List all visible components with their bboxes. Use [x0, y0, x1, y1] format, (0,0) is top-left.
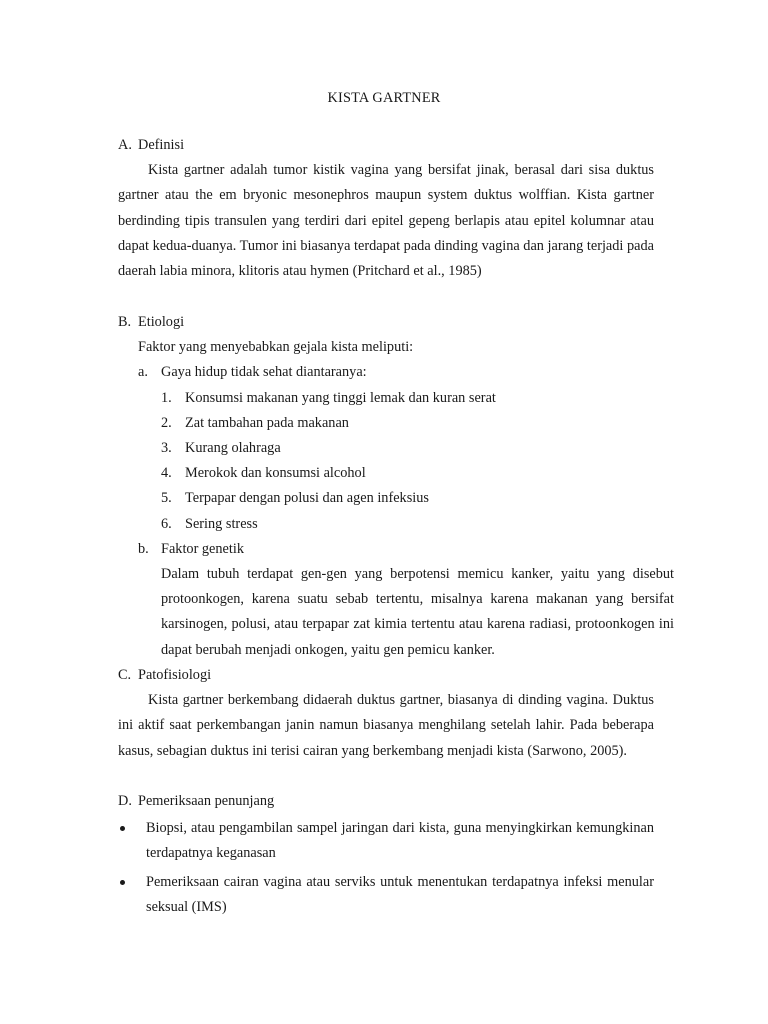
pemeriksaan-list — [118, 816, 654, 920]
section-pemeriksaan-penunjang — [118, 789, 678, 923]
list-number: 5. — [161, 490, 172, 507]
list-number: 6. — [161, 515, 172, 532]
section-definisi — [118, 133, 678, 284]
list-item — [118, 870, 654, 920]
definisi-paragraph: Kista gartner adalah tumor kistik vagina yang bersifat jinak, berasal dari sisa duktus gartner atau the em bryonic mesonephros maupun system duktus wolffian. Kista gartner berdinding tipis transulen yang terdiri dari epitel gepeng berlapis atau epitel kolumnar atau dapat kedua-duanya. Tumor ini biasanya terdapat pada dinding vagina dan jarang terjadi pada daerah labia minora, klitoris atau hymen (Pritchard et al., 1985) — [118, 162, 654, 280]
list-number: 1. — [161, 389, 172, 406]
section-title: Definisi — [138, 137, 185, 153]
section-title: Pemeriksaan penunjang — [138, 793, 275, 809]
section-letter: C. — [118, 667, 132, 683]
list-item-text: Terpapar dengan polusi dan agen infeksius — [185, 490, 429, 507]
list-item — [161, 486, 674, 511]
bullet-icon — [118, 870, 146, 920]
section-heading — [118, 133, 678, 158]
list-item — [118, 816, 654, 866]
lifestyle-list — [161, 386, 674, 537]
list-number: 4. — [161, 465, 172, 482]
section-patofisiologi — [118, 663, 678, 764]
list-item — [161, 411, 674, 436]
list-item — [161, 512, 674, 537]
etiologi-body — [138, 335, 674, 663]
list-item-text: Sering stress — [185, 515, 258, 532]
section-etiologi — [118, 310, 678, 663]
document-title: KISTA GARTNER — [327, 90, 441, 106]
list-number: 2. — [161, 414, 172, 431]
list-item — [161, 461, 674, 486]
section-heading — [118, 789, 678, 814]
section-letter: B. — [118, 314, 132, 330]
list-item — [161, 386, 674, 411]
etiologi-intro: Faktor yang menyebabkan gejala kista meliputi: — [138, 339, 414, 356]
subsection-letter: b. — [138, 540, 149, 557]
subsection-title: Faktor genetik — [161, 540, 244, 557]
subsection-faktor-genetik — [138, 537, 674, 562]
subsection-gaya-hidup — [138, 360, 674, 385]
list-item-text: Zat tambahan pada makanan — [185, 414, 349, 431]
section-heading — [118, 663, 678, 688]
list-number: 3. — [161, 440, 172, 457]
section-title: Etiologi — [138, 314, 185, 330]
list-item-text: Pemeriksaan cairan vagina atau serviks untuk menentukan terdapatnya infeksi menular seksual (IMS) — [146, 873, 654, 915]
bullet-icon — [118, 816, 146, 866]
section-letter: A. — [118, 137, 132, 153]
section-title: Patofisiologi — [138, 667, 212, 683]
section-heading — [118, 310, 678, 335]
subsection-letter: a. — [138, 364, 148, 381]
subsection-title: Gaya hidup tidak sehat diantaranya: — [161, 364, 367, 381]
list-item — [161, 436, 674, 461]
list-item-text: Konsumsi makanan yang tinggi lemak dan kuran serat — [185, 389, 496, 406]
list-item-text: Kurang olahraga — [185, 440, 281, 457]
genetik-paragraph: Dalam tubuh terdapat gen-gen yang berpotensi memicu kanker, yaitu yang disebut protoonkogen, karena suatu sebab tertentu, misalnya karena makanan yang bersifat karsinogen, polusi, atau terpapar zat kimia tertentu atau karena radiasi, protoonkogen ini dapat berubah menjadi onkogen, yaitu gen pemicu kanker. — [161, 566, 674, 658]
patofisiologi-paragraph: Kista gartner berkembang didaerah duktus gartner, biasanya di dinding vagina. Duktus ini aktif saat perkembangan janin namun biasanya menghilang setelah lahir. Pada beberapa kasus, sebagian duktus ini terisi cairan yang berkembang menjadi kista (Sarwono, 2005). — [118, 692, 654, 759]
list-item-text: Merokok dan konsumsi alcohol — [185, 465, 366, 482]
list-item-text: Biopsi, atau pengambilan sampel jaringan dari kista, guna menyingkirkan kemungkinan terdapatnya keganasan — [146, 820, 654, 862]
section-letter: D. — [118, 793, 132, 809]
